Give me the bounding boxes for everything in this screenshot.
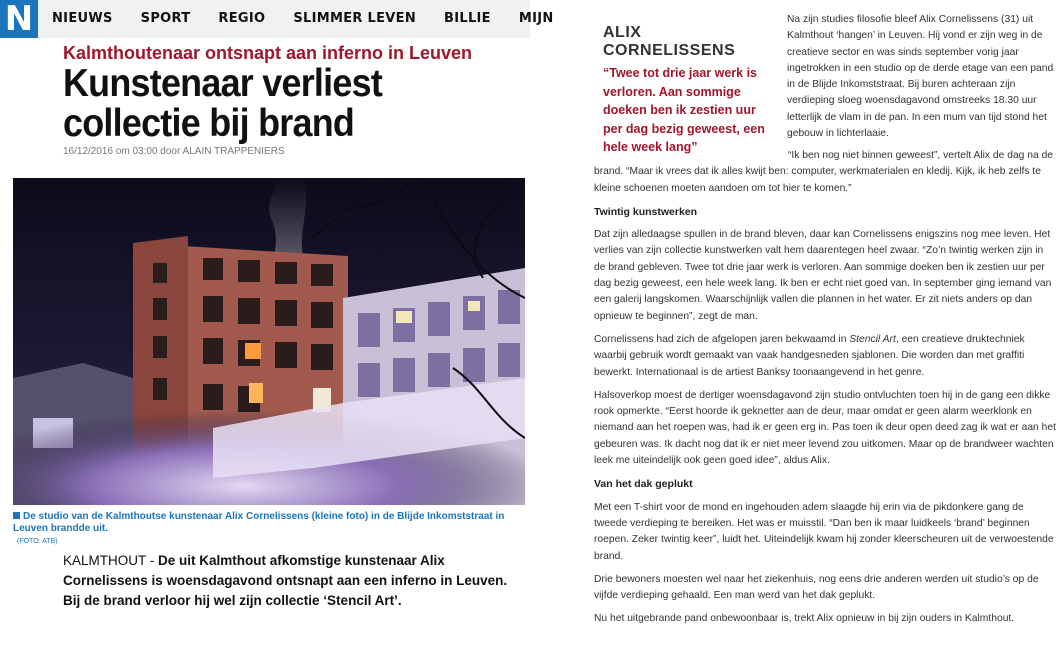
article-body: [594, 148, 1056, 635]
top-navigation: [0, 0, 554, 39]
body-paragraph-4: [594, 332, 1056, 381]
site-logo[interactable]: N: [0, 0, 38, 38]
pull-quote-name: ALIX CORNELISSENS: [603, 24, 736, 59]
burning-building-illustration: [13, 178, 525, 505]
p4-emphasis: Stencil Art: [849, 333, 896, 345]
nav-item-billie[interactable]: BILLIE: [444, 11, 491, 26]
lead-dateline: KALMTHOUT -: [63, 553, 159, 568]
subheading-twintig-kunstwerken: Twintig kunstwerken: [594, 205, 698, 218]
p4-start: Cornelissens had zich de afgelopen jaren bekwaamd in: [594, 333, 850, 345]
body-paragraph-6: Met een T-shirt voor de mond en ingehouden adem slaagde hij erin via de pikdonkere gang de tweede verdieping te bereiken. Het was er muisstil. “Dan ben ik maar luidkeels ‘brand’ beginnen roepen. Zeker twintig keer”, luidt het. Uiteindelijk kwam hij zonder kleerscheuren uit de verwoestende brand.: [594, 501, 1054, 562]
photo-caption: [13, 511, 525, 535]
pull-quote-text: “Twee tot drie jaar werk is verloren. Aan sommige doeken ben ik zestien uur per dag bezig geweest, een hele week lang”: [603, 66, 765, 154]
nav-menu: [52, 0, 582, 38]
p4-end: , een creatieve druktechniek waarbij gebruik wordt gemaakt van vaak handgesneden sjablonen. Die worden dan met graffiti bewerkt. Internationaal is de artiest Banksy toonaangevend in het genre.: [594, 333, 1025, 378]
body-paragraph-1: Na zijn studies filosofie bleef Alix Cornelissens (31) uit Kalmthout ‘hangen’ in Leuven. Hij vond er zijn weg in de creatieve sector en was sinds september vorig jaar ingetrokken in een studio op de derde etage van een pand in de Blijde Inkomststraat. Bij buren achteraan zijn verdieping sloeg woensdagavond omstreeks 18.30 uur letterlijk de vlam in de pan. In een mum van tijd stond het gebouw in lichterlaaie.: [787, 14, 1054, 140]
article-byline: 16/12/2016 om 03:00 door ALAIN TRAPPENIERS: [63, 146, 285, 157]
nav-item-slimmer-leven[interactable]: SLIMMER LEVEN: [293, 11, 417, 26]
photo-credit: (FOTO: ATB): [17, 538, 58, 545]
nav-item-nieuws[interactable]: NIEUWS: [52, 11, 113, 26]
body-paragraph-8: Nu het uitgebrande pand onbewoonbaar is, trekt Alix opnieuw in bij zijn ouders in Kalmthout.: [594, 613, 1015, 625]
caption-marker-icon: [13, 512, 20, 519]
article-photo: [13, 178, 525, 505]
article-headline: Kunstenaar verliest collectie bij brand: [63, 62, 383, 145]
subheading-van-het-dak-geplukt: Van het dak geplukt: [594, 478, 693, 491]
nav-item-mijn[interactable]: MIJN: [518, 11, 554, 26]
body-paragraph-7: Drie bewoners moesten wel naar het ziekenhuis, nog eens drie anderen werden uit studio’s op de vijfde verdieping gehaald. Een man werd van het dak geplukt.: [594, 573, 1039, 602]
nav-item-sport[interactable]: SPORT: [140, 11, 191, 26]
body-paragraph-5: Halsoverkop moest de dertiger woensdagavond zijn studio ontvluchten toen hij in de gang een dikke rook opmerkte. “Eerst hoorde ik geknetter aan de deur, maar omdat er geen alarm weerklonk en niemand aan het roepen was, had ik er geen erg in. Pas toen ik deur open deed zag ik wat er aan het gebeuren was. Ik dacht nog dat ik er niet meer levend zou uitkomen. Maar op de brandweer wachten leek me uiteindelijk ook geen goed idee”, aldus Alix.: [594, 389, 1056, 467]
article-kicker: Kalmthoutenaar ontsnapt aan inferno in Leuven: [63, 43, 473, 63]
lead-text: De uit Kalmthout afkomstige kunstenaar Alix Cornelissens is woensdagavond ontsnapt aan een inferno in Leuven. Bij de brand verloor hij wel zijn collectie ‘Stencil Art’.: [63, 553, 508, 608]
pull-quote: [603, 24, 771, 157]
nav-item-regio[interactable]: REGIO: [218, 11, 266, 26]
article-lead: [63, 551, 523, 611]
caption-text: De studio van de Kalmthoutse kunstenaar Alix Cornelissens (kleine foto) in de Blijde Inkomststraat in Leuven brandde uit.: [13, 511, 505, 534]
body-paragraph-3: Dat zijn alledaagse spullen in de brand bleven, daar kan Cornelissens enigszins nog mee leven. Het verlies van zijn collectie kunstwerken valt hem daarentegen heel zwaar. “Zo’n twintig werken zijn in de brand gebleven. Twee tot drie jaar werk is verloren. Aan sommige doeken ben ik zestien uur per dag bezig geweest, een hele week lang. Ik ben er echt niet goed van. In september ging iemand van een galerij langskomen. Waarschijnlijk vallen die plannen in het water. Er zit niets anders op dan opnieuw te beginnen”, zegt de man.: [594, 229, 1052, 322]
body-paragraph-2: “Ik ben nog niet binnen geweest”, vertelt Alix de dag na de brand. “Maar ik vrees dat ik alles kwijt ben: computer, werkmaterialen en kledij. Kijk, ik heb zelfs te kleine schoenen moeten aandoen om tot hier te komen.”: [594, 150, 1054, 194]
